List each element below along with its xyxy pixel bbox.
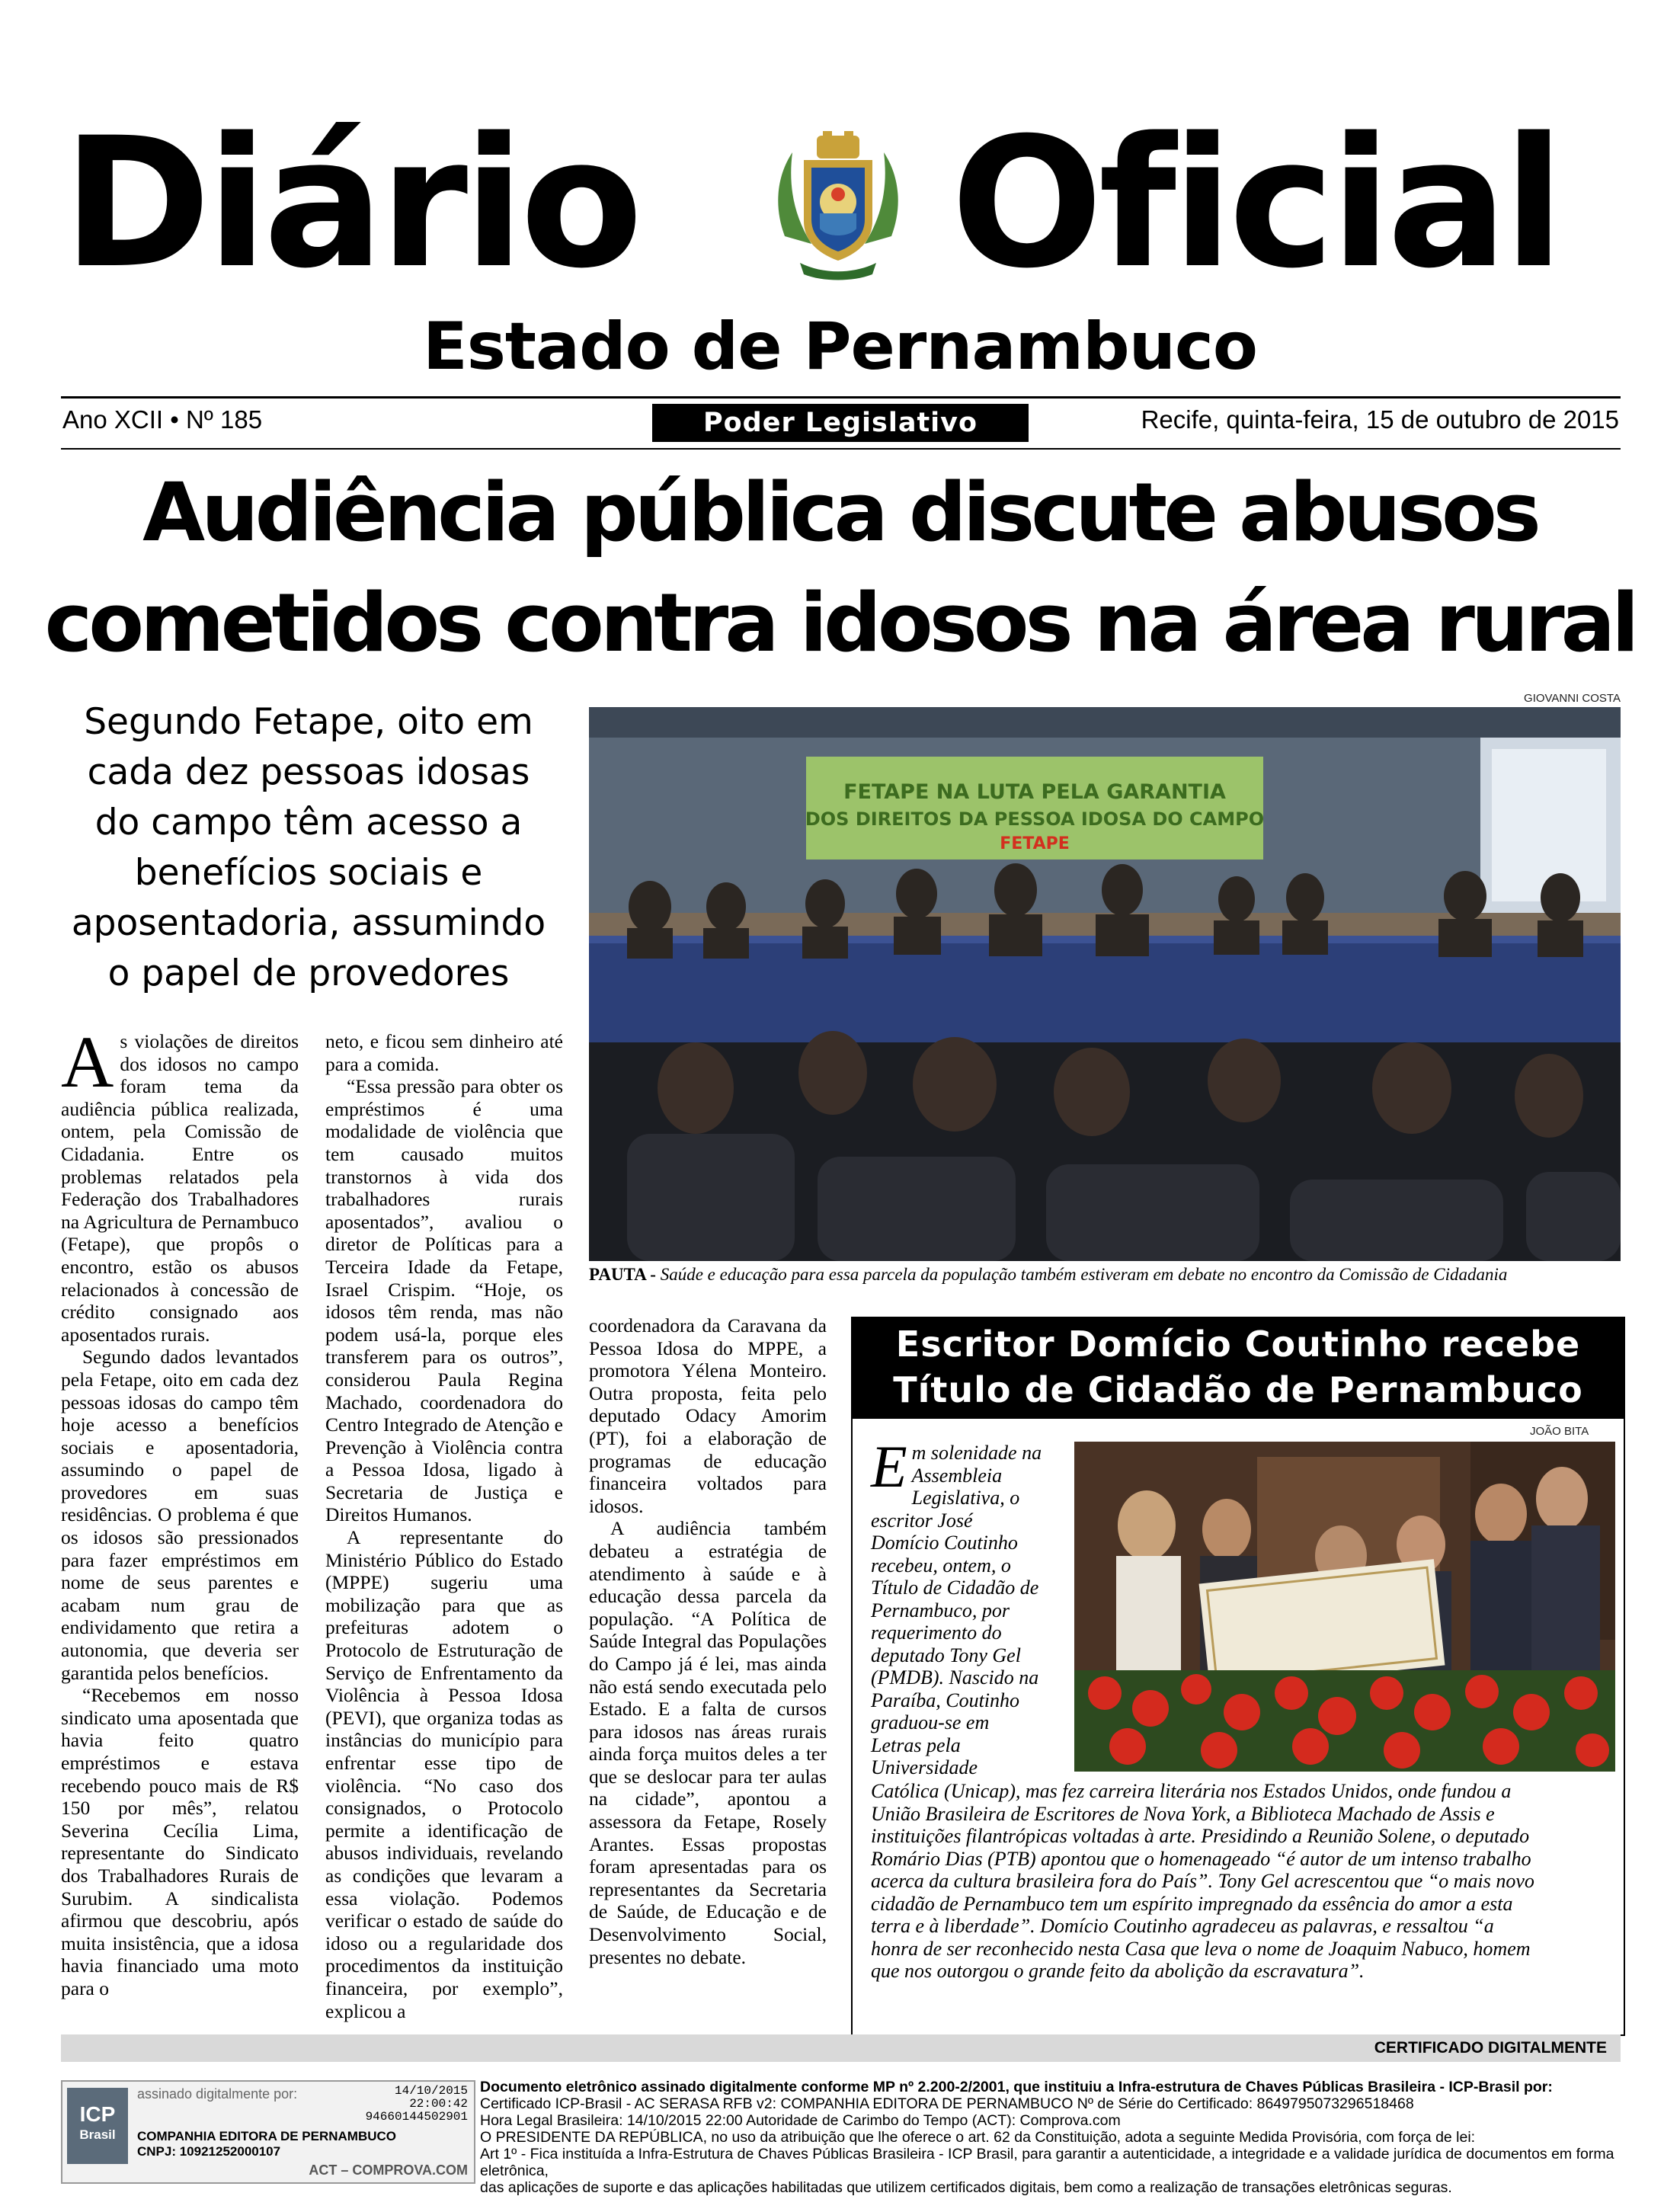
edition-number: Ano XCII • Nº 185: [62, 405, 263, 434]
dateline: Recife, quinta-feira, 15 de outubro de 2015: [1141, 405, 1619, 434]
masthead-title-word2: Oficial: [951, 100, 1560, 308]
signature-timestamp: 14/10/2015 22:00:42 94660144502901: [365, 2084, 468, 2124]
sidebar-dropcap: E: [871, 1433, 907, 1500]
article-paragraph: neto, e ficou sem dinheiro até para a comida.: [325, 1030, 563, 1075]
sidebar-title-line1: Escritor Domício Coutinho recebe: [895, 1324, 1581, 1365]
main-photo: [589, 707, 1621, 1261]
article-paragraph: coordenadora da Caravana da Pessoa Idosa do MPPE, a promotora Yélena Monteiro. Outra proposta, feita pelo deputado Odacy Amorim (PT), foi a elaboração de programas de educação financeira voltados para idosos.: [589, 1314, 827, 1517]
deck-line: benefícios sociais e: [134, 852, 483, 894]
headline-line2: cometidos contra idosos na área rural: [44, 576, 1636, 670]
legal-line: Certificado ICP-Brasil - AC SERASA RFB v2: COMPANHIA EDITORA DE PERNAMBUCO Nº de Série do Certificado: 8649795073296518468: [480, 2095, 1414, 2112]
deck-line: Segundo Fetape, oito em: [84, 701, 533, 743]
signed-by-label: assinado digitalmente por:: [137, 2086, 298, 2102]
article-dropcap: A: [61, 1021, 114, 1103]
sidebar-body-narrow: Em solenidade na Assembleia Legislativa, o escritor José Domício Coutinho recebeu, ontem, o Título de Cidadão de Pernambuco, por requerimento do deputado Tony Gel (PMDB). Nascido na Paraíba, Coutinho graduou-se em Letras pela Universidade: [871, 1433, 1042, 1778]
photo-credit: GIOVANNI COSTA: [1524, 692, 1621, 705]
article-paragraph: A audiência também debateu a estratégia de atendimento à saúde e à educação dessa parcela da população. “A Política de Saúde Integral das Populações do Campo já é lei, mas ainda não está sendo executada pelo Estado. E a falta de cursos para idosos nas áreas rurais ainda força muitos deles a ter que se deslocar para ter aulas na cidade”, apontou a assessora da Fetape, Rosely Arantes. Essas propostas foram apresentadas para os representantes da Secretaria de Saúde, de Educação e de Desenvolvimento Social, presentes no debate.: [589, 1517, 827, 1968]
caption-label: PAUTA -: [589, 1265, 656, 1284]
legal-line: Hora Legal Brasileira: 14/10/2015 22:00 Autoridade de Carimbo do Tempo (ACT): Comprova.com: [480, 2112, 1121, 2129]
banner-line1: FETAPE NA LUTA PELA GARANTIA: [843, 780, 1226, 804]
certification-bar: [61, 2034, 1621, 2062]
banner-logo: FETAPE: [1000, 834, 1070, 853]
masthead-subtitle: Estado de Pernambuco: [423, 309, 1257, 385]
sidebar-body-wide: Católica (Unicap), mas fez carreira literária nos Estados Unidos, onde fundou a União Brasileira de Escritores de Nova York, a Biblioteca Machado de Assis e instituições filantrópicas voltadas à arte. Presidindo a Reunião Solene, o deputado Romário Dias (PTB) apontou que o homenageado “é autor de um intenso trabalho acerca da cultura brasileira fora do País”. Tony Gel acrescentou que “o mais novo cidadão de Pernambuco tem um espírito impregnado da essência do amor a esta terra e à liberdade”. Domício Coutinho agradeceu as palavras, e ressaltou “a honra de ser reconhecido nesta Casa que leva o nome de Joaquim Nabuco, homem que nos outorgou o grande feito da abolição da escravatura”.: [871, 1780, 1534, 1982]
legal-line: Art 1º - Fica instituída a Infra-Estrutura de Chaves Públicas Brasileira - ICP Brasil, para garantir a autenticidade, a integridade e a validade jurídica de documentos em forma eletrônica,: [480, 2146, 1614, 2179]
caption-text: Saúde e educação para essa parcela da população também estiveram em debate no encontro da Comissão de Cidadania: [655, 1265, 1508, 1284]
headline-line1: Audiência pública discute abusos: [142, 466, 1538, 559]
sidebar-headline: [851, 1317, 1625, 1419]
deck-line: aposentadoria, assumindo: [71, 902, 546, 944]
sidebar-title-line2: Título de Cidadão de Pernambuco: [893, 1369, 1583, 1410]
sidebar-photo-credit: JOÃO BITA: [1530, 1425, 1589, 1438]
deck: [61, 697, 556, 999]
signer-company: COMPANHIA EDITORA DE PERNAMBUCO: [137, 2129, 397, 2143]
article-paragraph: “Essa pressão para obter os empréstimos é uma modalidade de violência que tem causado muitos transtornos à vida dos trabalhadores rurais aposentados”, avaliou o diretor de Políticas para a Terceira Idade da Fetape, Israel Crispim. “Hoje, os idosos têm renda, mas não podem usá-la, porque eles transferem para os outros”, considerou Paula Regina Machado, coordenadora do Centro Integrado de Atenção e Prevenção à Violência contra a Pessoa Idosa, ligado à Secretaria de Justiça e Direitos Humanos.: [325, 1075, 563, 1526]
signer-cnpj: CNPJ: 10921252000107: [137, 2144, 281, 2159]
timestamp-authority: ACT – COMPROVA.COM: [309, 2162, 468, 2178]
article-paragraph: “Recebemos em nosso sindicato uma aposentada que havia feito quatro empréstimos e estava recebendo pouco mais de R$ 150 por mês”, relatou Severina Cecília Lima, representante do Sindicato dos Trabalhadores Rurais de Surubim. A sindicalista afirmou que descobriu, após muita insistência, que a idosa havia financiado uma moto para o: [61, 1684, 299, 1999]
icp-brasil-logo-icon: ICP Brasil: [67, 2088, 128, 2164]
article-paragraph: As violações de direitos dos idosos no campo foram tema da audiência pública realizada, ontem, pela Comissão de Cidadania. Entre os problemas relatados pela Federação dos Trabalhadores na Agricultura de Pernambuco (Fetape), que propôs o encontro, estão os abusos relacionados à concessão de crédito consignado aos aposentados rurais.: [61, 1021, 299, 1346]
article-column-1: [61, 1021, 299, 2000]
masthead-rule-bottom: [61, 448, 1621, 450]
deck-line: do campo têm acesso a: [94, 802, 523, 844]
legal-line: O PRESIDENTE DA REPÚBLICA, no uso da atribuição que lhe oferece o art. 62 da Constituição, adota a seguinte Medida Provisória, com força de lei:: [480, 2129, 1476, 2146]
legal-notice: [480, 2079, 1619, 2196]
photo-caption: [589, 1265, 1625, 1285]
section-label: Poder Legislativo: [652, 404, 1029, 442]
article-column-3: [589, 1314, 827, 1968]
legal-line: das aplicações de suporte e das aplicações habilitadas que utilizem certificados digitais, bem como a realização de transações eletrônicas seguras.: [480, 2179, 1452, 2196]
article-column-2: [325, 1030, 563, 2022]
article-paragraph: Segundo dados levantados pela Fetape, oito em cada dez pessoas idosas do campo têm hoje acesso a benefícios sociais e aposentadoria, assumindo o papel de provedores em suas residências. O problema é que os idosos são pressionados para fazer empréstimos em nome de seus parentes e acabam num grau de endividamento que retira a autonomia, que deveria ser garantida pelos benefícios.: [61, 1346, 299, 1684]
coat-of-arms-icon: [770, 130, 907, 286]
article-paragraph: A representante do Ministério Público do Estado (MPPE) sugeriu uma mobilização para que as prefeituras adotem o Protocolo de Estruturação de Serviço de Enfrentamento da Violência à Pessoa Idosa (PEVI), que organiza todas as instâncias do município para enfrentar esse tipo de violência. “No caso dos consignados, o Protocolo permite a identificação de abusos individuais, revelando as condições que levaram a essa violação. Podemos verificar o estado de saúde do idoso ou a regularidade dos procedimentos da instituição financeira, por exemplo”, explicou a: [325, 1526, 563, 2022]
sidebar-photo: [1074, 1442, 1615, 1772]
deck-line: o papel de provedores: [107, 952, 510, 994]
masthead-title-word1: Diário: [62, 100, 639, 308]
certification-label: CERTIFICADO DIGITALMENTE: [1374, 2039, 1607, 2057]
legal-line: Documento eletrônico assinado digitalmente conforme MP nº 2.200-2/2001, que instituiu a Infra-estrutura de Chaves Públicas Brasileira - ICP-Brasil por:: [480, 2079, 1553, 2095]
deck-line: cada dez pessoas idosas: [87, 751, 530, 793]
digital-signature-stamp: [61, 2080, 475, 2184]
banner-line2: DOS DIREITOS DA PESSOA IDOSA DO CAMPO: [805, 808, 1265, 830]
masthead-rule-top: [61, 396, 1621, 399]
